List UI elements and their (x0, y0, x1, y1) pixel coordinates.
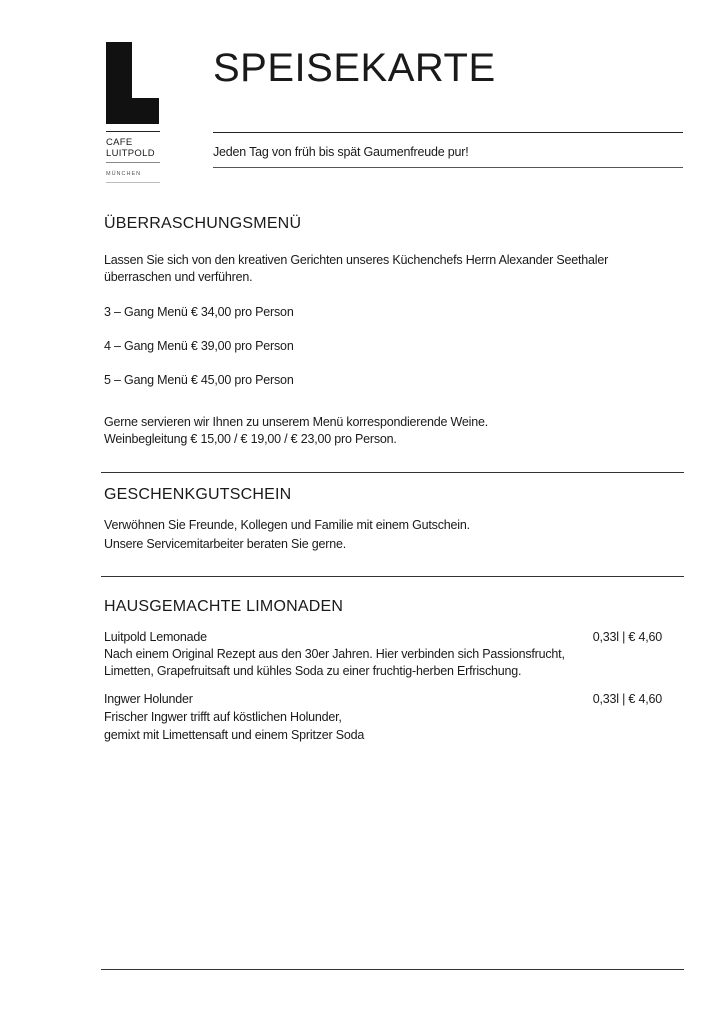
logo-divider (106, 131, 160, 132)
lemonade-description: Limetten, Grapefruitsaft und kühles Soda zu einer fruchtig-herben Erfrischung. (104, 664, 522, 678)
section-heading-voucher: GESCHENKGUTSCHEIN (104, 486, 292, 503)
header-divider (213, 132, 683, 133)
page-subtitle: Jeden Tag von früh bis spät Gaumenfreude pur! (213, 145, 469, 159)
logo-divider (106, 162, 160, 163)
menu-option: 4 – Gang Menü € 39,00 pro Person (104, 339, 294, 353)
page-title: SPEISEKARTE (213, 46, 496, 90)
lemonade-name: Luitpold Lemonade (104, 630, 207, 644)
section-heading-surprise-menu: ÜBERRASCHUNGSMENÜ (104, 215, 302, 232)
lemonade-price: 0,33l | € 4,60 (592, 692, 662, 706)
menu-option: 5 – Gang Menü € 45,00 pro Person (104, 373, 294, 387)
menu-option: 3 – Gang Menü € 34,00 pro Person (104, 305, 294, 319)
logo-text-name: LUITPOLD (106, 148, 155, 159)
section-divider (101, 472, 684, 473)
surprise-menu-intro: überraschen und verführen. (104, 270, 253, 284)
surprise-menu-intro: Lassen Sie sich von den kreativen Gerichten unseres Küchenchefs Herrn Alexander Seethaler (104, 253, 609, 267)
lemonade-price: 0,33l | € 4,60 (592, 630, 662, 644)
lemonade-name: Ingwer Holunder (104, 692, 193, 706)
section-divider (101, 576, 684, 577)
lemonade-description: Frischer Ingwer trifft auf köstlichen Holunder, (104, 710, 342, 724)
logo-text-city: MÜNCHEN (106, 171, 142, 177)
wine-pairing-prices: Weinbegleitung € 15,00 / € 19,00 / € 23,00 pro Person. (104, 432, 397, 446)
lemonade-description: Nach einem Original Rezept aus den 30er Jahren. Hier verbinden sich Passionsfrucht, (104, 647, 565, 661)
voucher-text: Verwöhnen Sie Freunde, Kollegen und Familie mit einem Gutschein. (104, 518, 470, 532)
logo-divider (106, 182, 160, 183)
voucher-text: Unsere Servicemitarbeiter beraten Sie gerne. (104, 537, 347, 551)
logo-mark-foot (106, 98, 159, 124)
section-heading-lemonades: HAUSGEMACHTE LIMONADEN (104, 598, 344, 615)
wine-pairing-text: Gerne servieren wir Ihnen zu unserem Menü korrespondierende Weine. (104, 415, 488, 429)
lemonade-description: gemixt mit Limettensaft und einem Spritzer Soda (104, 728, 365, 742)
logo-text-cafe: CAFE (106, 137, 133, 148)
header-divider (213, 167, 683, 168)
footer-divider (101, 969, 684, 970)
